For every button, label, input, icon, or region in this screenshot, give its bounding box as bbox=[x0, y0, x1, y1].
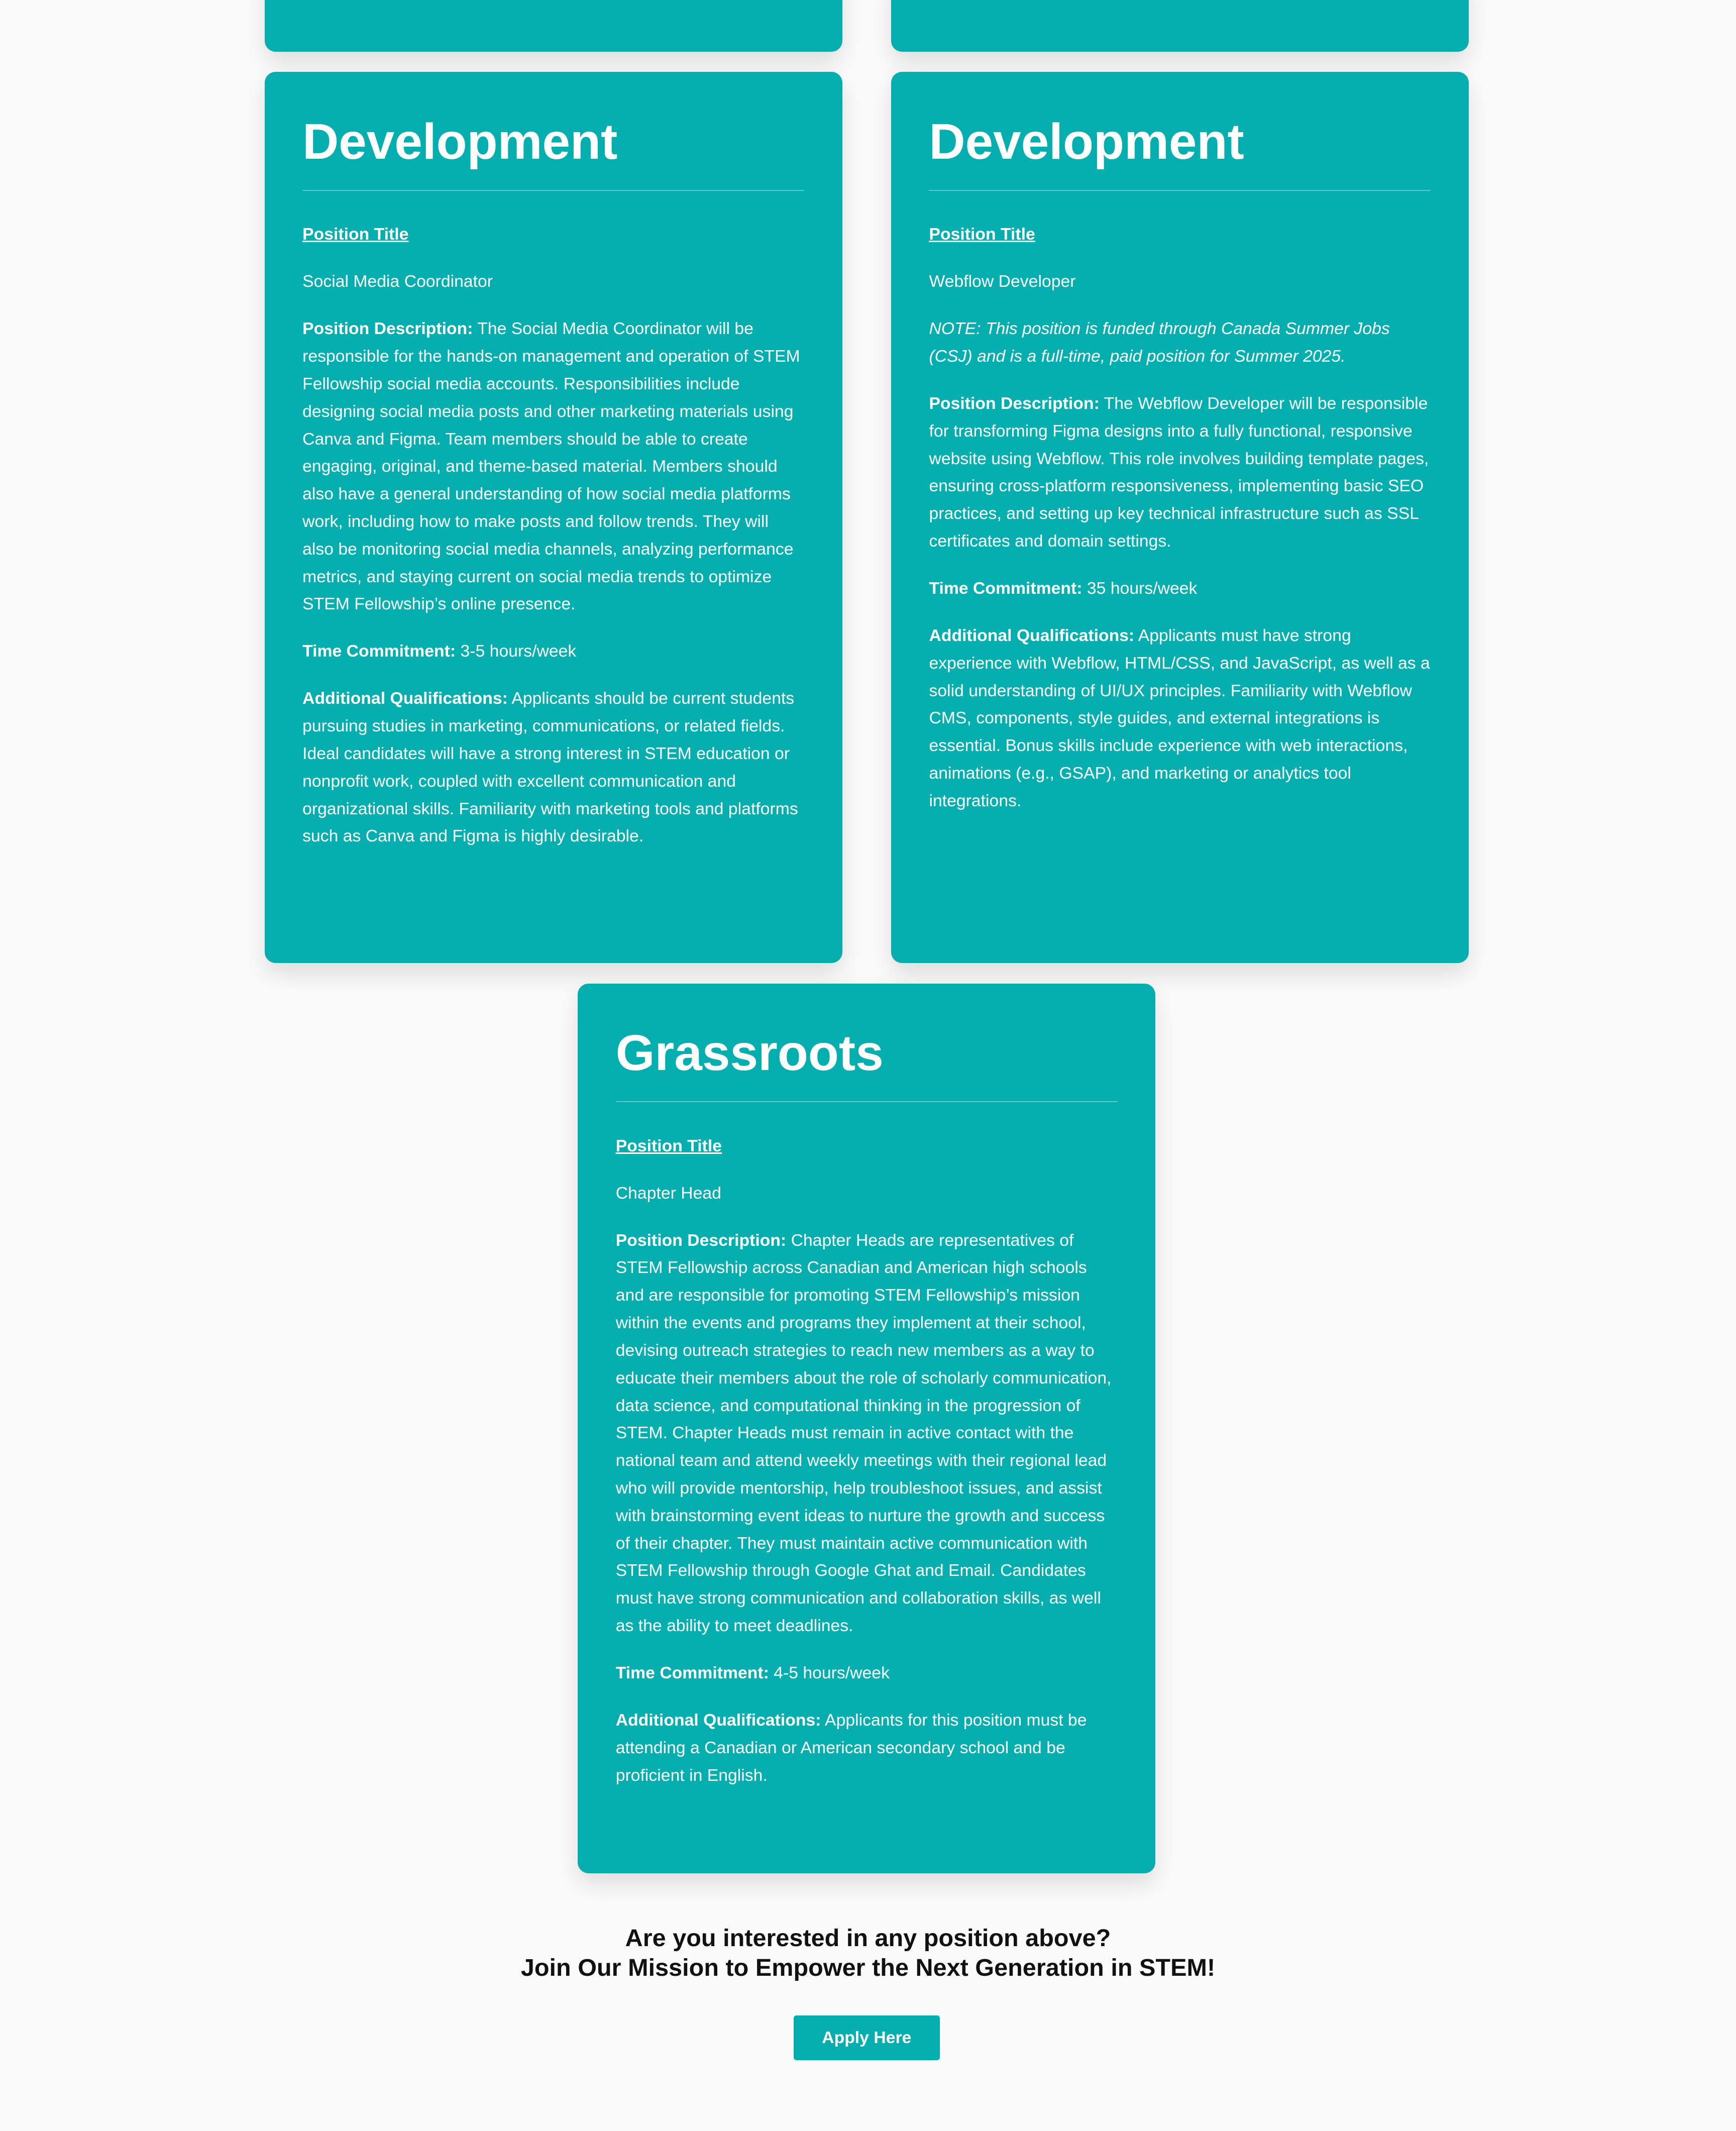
additional-qualifications: Additional Qualifications: Applicants must have strong experience with Webflow, HTML/CSS, and JavaScript, as well as a solid understanding of UI/UX principles. Familiarity with Webflow CMS, components, style guides, and external integrations is essential. Bonus skills include experience with web interactions, animations (e.g., GSAP), and marketing or analytics tool integrations. bbox=[929, 626, 1430, 810]
cta-mission: Join Our Mission to Empower the Next Generation in STEM! bbox=[520, 1954, 1216, 1981]
time-commitment: Time Commitment: 4-5 hours/week bbox=[615, 1663, 890, 1682]
position-card-social-media bbox=[265, 72, 842, 963]
position-description: Position Description: The Webflow Developer will be responsible for transforming Figma designs into a fully functional, responsive website using Webflow. This role involves building template pages, ensuring cross-platform responsiveness, implementing basic SEO practices, and setting up key technical infrastructure such as SSL certificates and domain settings. bbox=[929, 394, 1429, 551]
card-heading: Development bbox=[929, 114, 1244, 170]
position-description: Position Description: The Social Media Coordinator will be responsible for the hands-on management and operation of STEM Fellowship social media accounts. Responsibilities include designing social media posts and other marketing materials using Canva and Figma. Team members should be able to create engaging, original, and theme-based material. Members should also have a general understanding of how social media platforms work, including how to make posts and follow trends. They will also be monitoring social media channels, analyzing performance metrics, and staying current on social media trends to optimize STEM Fellowship’s online presence. bbox=[302, 319, 800, 614]
position-title-label: Position Title bbox=[615, 1136, 722, 1155]
time-commitment: Time Commitment: 35 hours/week bbox=[929, 579, 1198, 598]
card-partial-right bbox=[891, 0, 1469, 52]
divider bbox=[616, 1101, 1118, 1102]
card-heading: Development bbox=[302, 114, 618, 170]
position-title-label: Position Title bbox=[302, 225, 409, 244]
additional-qualifications: Additional Qualifications: Applicants should be current students pursuing studies in marketing, communications, or related fields. Ideal candidates will have a strong interest in STEM education or nonprofit work, coupled with excellent communication and organizational skills. Familiarity with marketing tools and platforms such as Canva and Figma is highly desirable. bbox=[302, 689, 798, 846]
card-heading: Grassroots bbox=[615, 1025, 884, 1082]
card-partial-left bbox=[265, 0, 842, 52]
position-description: Position Description: Chapter Heads are representatives of STEM Fellowship across Canadian and American high schools and are responsible for promoting STEM Fellowship’s mission within the events and programs they implement at their school, devising outreach strategies to reach new members as a way to educate their members about the role of scholarly communication, data science, and computational thinking in the progression of STEM. Chapter Heads must remain in active contact with the national team and attend weekly meetings with their regional lead who will provide mentorship, help troubleshoot issues, and assist with brainstorming event ideas to nurture the growth and success of their chapter. They must maintain active communication with STEM Fellowship through Google Ghat and Email. Candidates must have strong communication and collaboration skills, as well as the ability to meet deadlines. bbox=[615, 1230, 1112, 1636]
position-card-webflow bbox=[891, 72, 1469, 963]
position-title-label: Position Title bbox=[929, 225, 1035, 244]
cta-question: Are you interested in any position above? bbox=[625, 1924, 1111, 1952]
additional-qualifications: Additional Qualifications: Applicants for this position must be attending a Canadian or American secondary school and be proficient in English. bbox=[615, 1710, 1087, 1785]
position-title: Chapter Head bbox=[615, 1183, 721, 1203]
time-commitment: Time Commitment: 3-5 hours/week bbox=[302, 642, 577, 661]
divider bbox=[302, 190, 804, 191]
position-card-chapter-head bbox=[578, 984, 1155, 1873]
apply-here-button[interactable]: Apply Here bbox=[794, 2015, 940, 2060]
divider bbox=[929, 190, 1431, 191]
position-title: Social Media Coordinator bbox=[302, 272, 493, 291]
position-title: Webflow Developer bbox=[929, 272, 1076, 291]
funding-note: NOTE: This position is funded through Canada Summer Jobs (CSJ) and is a full-time, paid position for Summer 2025. bbox=[929, 319, 1390, 366]
call-to-action bbox=[0, 1924, 1736, 1983]
